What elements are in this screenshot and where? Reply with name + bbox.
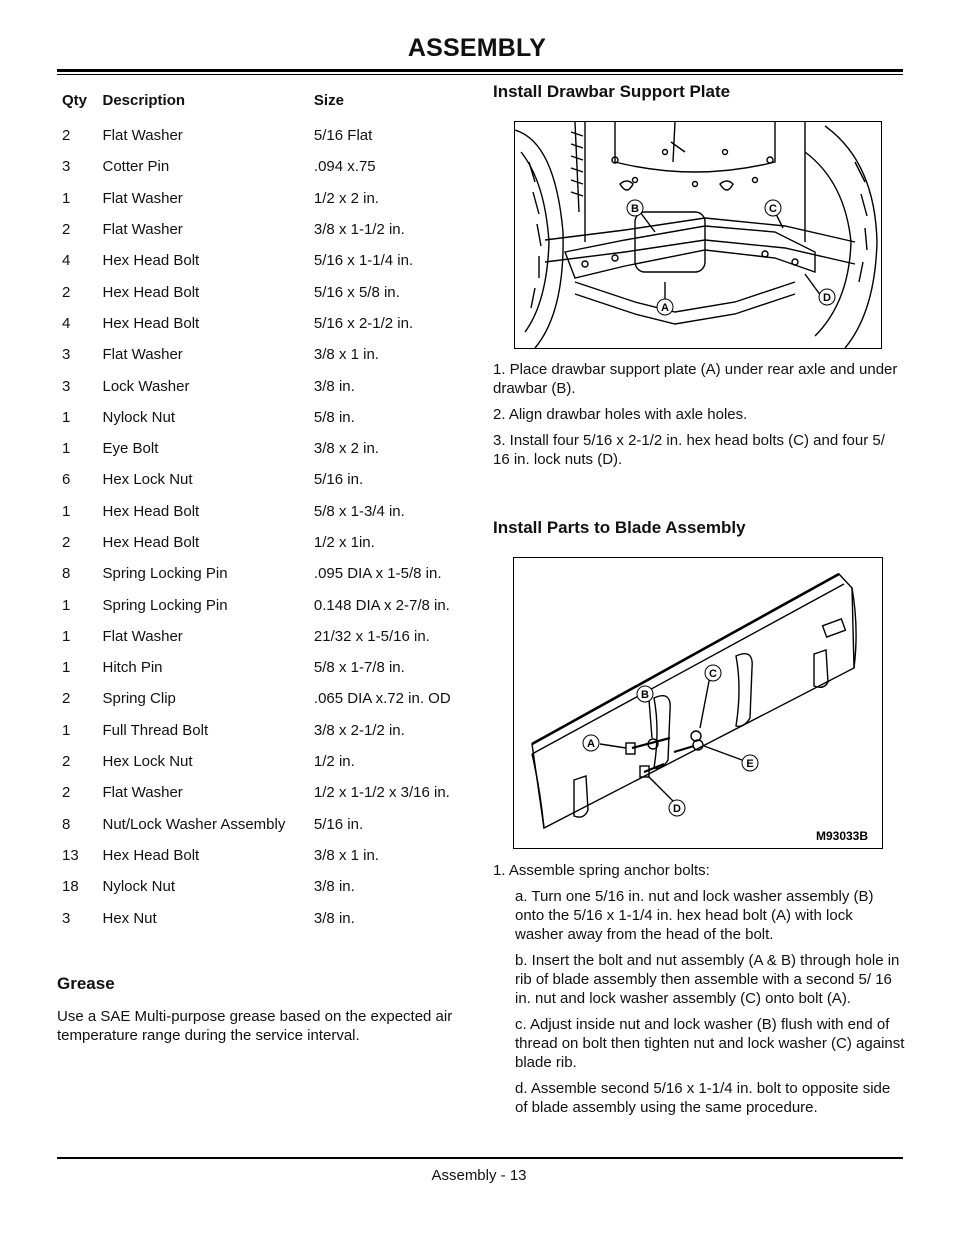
callout-a-drawbar-label: A [661, 302, 669, 314]
size-cell: 5/16 x 1-1/4 in. [313, 252, 414, 270]
parts-row [62, 496, 472, 527]
size-cell: 3/8 x 2-1/2 in. [313, 721, 405, 739]
size-cell: 5/16 in. [313, 815, 364, 833]
callout-d-drawbar-label: D [823, 292, 831, 304]
size-cell: 21/32 x 1-5/16 in. [313, 627, 430, 645]
size-cell: 3/8 x 2 in. [313, 440, 379, 458]
blade-substeps [493, 887, 905, 1117]
description-cell: Hex Head Bolt [102, 502, 200, 520]
description-cell: Flat Washer [102, 221, 183, 239]
qty-cell: 2 [62, 690, 71, 708]
qty-cell: 3 [62, 377, 71, 395]
parts-table-body [62, 120, 472, 934]
parts-row [62, 464, 472, 495]
qty-cell: 3 [62, 158, 71, 176]
description-header: Description [102, 91, 186, 109]
parts-row [62, 589, 472, 620]
parts-row [62, 527, 472, 558]
size-cell: 0.148 DIA x 2-7/8 in. [313, 596, 450, 614]
description-cell: Cotter Pin [102, 158, 170, 176]
blade-illustration [514, 558, 882, 848]
parts-row [62, 683, 472, 714]
qty-cell: 2 [62, 784, 71, 802]
parts-row [62, 746, 472, 777]
qty-cell: 13 [62, 846, 79, 864]
blade-substep-c: c. Adjust inside nut and lock washer (B) flush with end of thread on bolt then tighten nut and lock washer (C) against blade rib. [515, 1016, 905, 1071]
qty-cell: 2 [62, 221, 71, 239]
size-cell: 5/16 x 2-1/2 in. [313, 314, 414, 332]
size-cell: 5/16 Flat [313, 127, 373, 145]
description-cell: Nylock Nut [102, 408, 176, 426]
parts-row [62, 370, 472, 401]
parts-row [62, 245, 472, 276]
qty-cell: 2 [62, 534, 71, 551]
size-cell: 5/8 x 1-7/8 in. [313, 659, 405, 677]
qty-cell: 4 [62, 314, 71, 332]
blade-substep-a: a. Turn one 5/16 in. nut and lock washer assembly (B) onto the 5/16 x 1-1/4 in. hex head bolt (A) with lock washer away from the head of the bolt. [515, 888, 874, 943]
size-header: Size [313, 91, 344, 109]
size-cell: 3/8 x 1 in. [313, 346, 379, 364]
parts-row [62, 621, 472, 652]
blade-substep-d: d. Assemble second 5/16 x 1-1/4 in. bolt to opposite side of blade assembly using the same procedure. [515, 1080, 891, 1116]
qty-header: Qty [62, 91, 88, 109]
callout-b-drawbar-label: B [631, 203, 639, 215]
qty-cell: 2 [62, 753, 71, 771]
description-cell: Flat Washer [102, 127, 183, 145]
size-cell: 5/8 x 1-3/4 in. [313, 502, 405, 520]
description-cell: Hex Head Bolt [102, 534, 200, 551]
blade-figure [513, 557, 883, 849]
qty-cell: 1 [62, 596, 71, 614]
description-cell: Hex Nut [102, 909, 157, 927]
size-cell: .065 DIA x.72 in. OD [313, 690, 451, 708]
parts-row [62, 402, 472, 433]
parts-row [62, 777, 472, 808]
footer-rule [57, 1157, 903, 1159]
qty-cell: 1 [62, 440, 71, 458]
qty-cell: 18 [62, 878, 79, 896]
size-cell: 5/16 x 5/8 in. [313, 283, 400, 301]
description-cell: Spring Locking Pin [102, 565, 228, 583]
page-title: ASSEMBLY [407, 34, 547, 62]
callout-c-blade-label: C [709, 668, 717, 680]
description-cell: Hex Lock Nut [102, 753, 193, 771]
description-cell: Flat Washer [102, 627, 183, 645]
page-footer: Assembly - 13 [431, 1167, 527, 1184]
drawbar-illustration [515, 122, 881, 348]
drawbar-step-3: 3. Install four 5/16 x 2-1/2 in. hex head bolts (C) and four 5/ 16 in. lock nuts (D). [493, 432, 885, 468]
parts-row [62, 308, 472, 339]
parts-row [62, 558, 472, 589]
parts-row [62, 151, 472, 182]
parts-row [62, 871, 472, 902]
parts-row [62, 715, 472, 746]
figure-id: M93033B [815, 829, 868, 843]
description-cell: Lock Washer [102, 377, 190, 395]
qty-cell: 3 [62, 909, 71, 927]
description-cell: Eye Bolt [102, 440, 159, 458]
size-cell: .094 x.75 [313, 158, 376, 176]
size-cell: 3/8 x 1 in. [313, 846, 379, 864]
blade-steps [493, 861, 905, 1124]
parts-row [62, 276, 472, 307]
callout-d-blade-label: D [673, 803, 681, 815]
qty-cell: 1 [62, 408, 71, 426]
drawbar-step-2: 2. Align drawbar holes with axle holes. [493, 406, 748, 423]
description-cell: Hex Head Bolt [102, 314, 200, 332]
size-cell: 3/8 in. [313, 878, 355, 896]
description-cell: Flat Washer [102, 346, 183, 364]
description-cell: Hex Lock Nut [102, 471, 193, 489]
size-cell: 1/2 x 2 in. [313, 189, 379, 207]
header-rule-thin [57, 74, 903, 75]
description-cell: Spring Clip [102, 690, 176, 708]
qty-cell: 1 [62, 721, 71, 739]
qty-cell: 1 [62, 502, 71, 520]
parts-table [62, 89, 472, 934]
callout-a-blade-label: A [587, 738, 595, 750]
size-cell: 3/8 in. [313, 909, 355, 927]
description-cell: Hex Head Bolt [102, 846, 200, 864]
parts-row [62, 433, 472, 464]
grease-text: Use a SAE Multi-purpose grease based on the expected air temperature range during the service interval. [57, 1008, 453, 1044]
parts-table-header [62, 89, 472, 111]
grease-heading: Grease [57, 974, 115, 993]
size-cell: .095 DIA x 1-5/8 in. [313, 565, 442, 583]
size-cell: 5/16 in. [313, 471, 364, 489]
description-cell: Flat Washer [102, 784, 183, 802]
drawbar-heading: Install Drawbar Support Plate [493, 82, 731, 101]
description-cell: Nylock Nut [102, 878, 176, 896]
callout-b-blade-label: B [641, 689, 649, 701]
qty-cell: 4 [62, 252, 71, 270]
parts-row [62, 120, 472, 151]
size-cell: 5/8 in. [313, 408, 355, 426]
parts-row [62, 840, 472, 871]
description-cell: Spring Locking Pin [102, 596, 228, 614]
drawbar-steps [493, 360, 905, 476]
parts-row [62, 214, 472, 245]
description-cell: Full Thread Bolt [102, 721, 209, 739]
parts-row [62, 652, 472, 683]
qty-cell: 2 [62, 283, 71, 301]
qty-cell: 1 [62, 659, 71, 677]
qty-cell: 8 [62, 815, 71, 833]
description-cell: Nut/Lock Washer Assembly [102, 815, 286, 833]
qty-cell: 6 [62, 471, 71, 489]
size-cell: 3/8 in. [313, 377, 355, 395]
drawbar-figure [514, 121, 882, 349]
blade-step-1: 1. Assemble spring anchor bolts: [493, 862, 710, 879]
callout-e-blade-label: E [746, 758, 754, 770]
size-cell: 3/8 x 1-1/2 in. [313, 221, 405, 239]
description-cell: Hex Head Bolt [102, 252, 200, 270]
parts-row [62, 902, 472, 933]
description-cell: Hex Head Bolt [102, 283, 200, 301]
parts-row [62, 183, 472, 214]
qty-cell: 8 [62, 565, 71, 583]
qty-cell: 2 [62, 127, 71, 145]
qty-cell: 1 [62, 627, 71, 645]
description-cell: Hitch Pin [102, 659, 163, 677]
blade-substep-b: b. Insert the bolt and nut assembly (A & B) through hole in rib of blade assembly then assemble with a second 5/ 16 in. nut and lock washer assembly (C) onto bolt (A). [515, 952, 900, 1007]
blade-heading: Install Parts to Blade Assembly [493, 518, 746, 537]
parts-row [62, 339, 472, 370]
qty-cell: 3 [62, 346, 71, 364]
description-cell: Flat Washer [102, 189, 183, 207]
callout-c-drawbar-label: C [769, 203, 777, 215]
header-rule [57, 69, 903, 72]
size-cell: 1/2 x 1-1/2 x 3/16 in. [313, 784, 450, 802]
size-cell: 1/2 x 1in. [313, 534, 375, 551]
qty-cell: 1 [62, 189, 71, 207]
size-cell: 1/2 in. [313, 753, 355, 771]
parts-row [62, 809, 472, 840]
drawbar-step-1: 1. Place drawbar support plate (A) under rear axle and under drawbar (B). [493, 361, 898, 397]
